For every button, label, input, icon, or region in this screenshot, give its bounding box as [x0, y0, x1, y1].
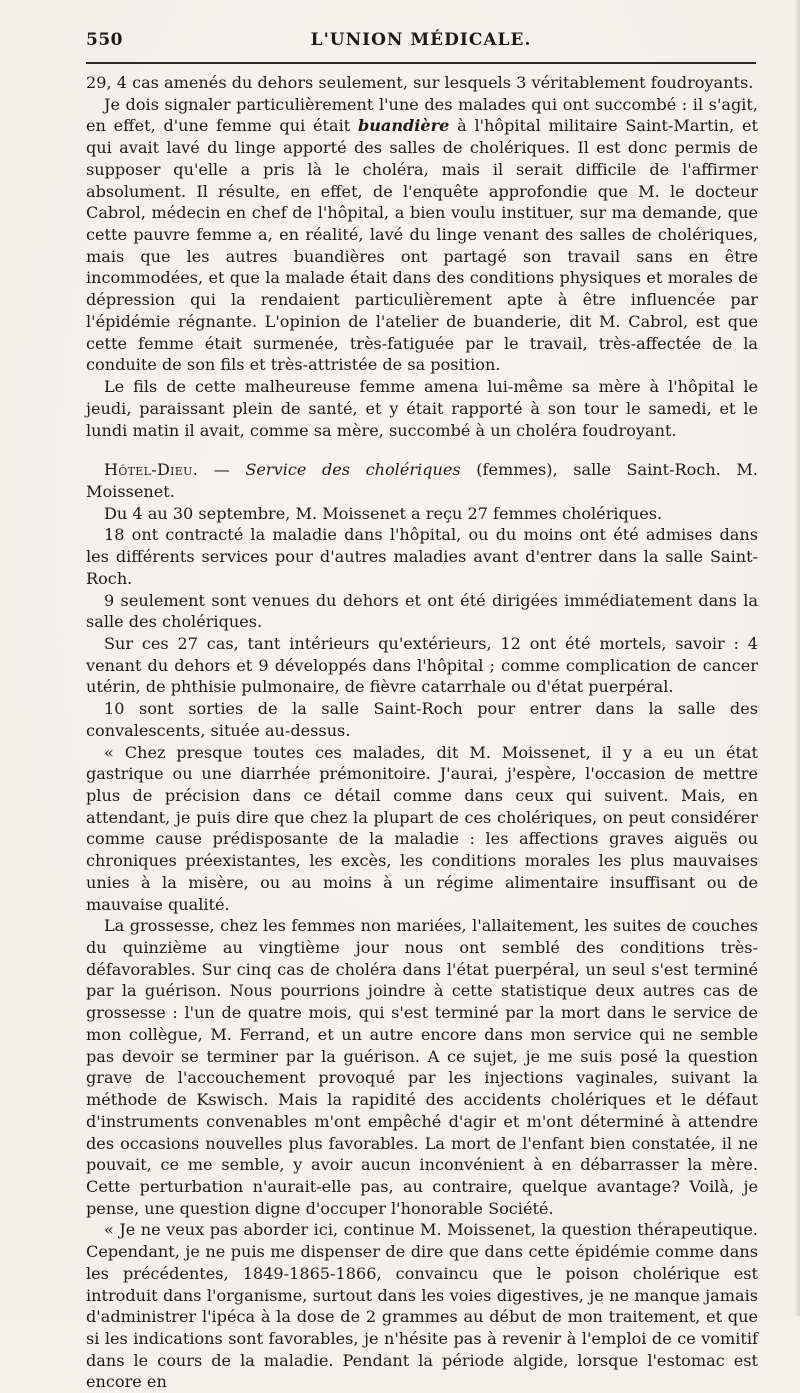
paragraph-text: Le fils de cette malheureuse femme amena lui-même sa mère à l'hôpital le jeudi, paraissant plein de santé, et y était rapporté à son tour le samedi, et le lundi matin il avait, comme sa mère, succombé à un choléra foudroyant.	[86, 377, 758, 440]
page-edge-shadow	[794, 0, 800, 1316]
paragraph-hospital-acquired	[86, 524, 758, 589]
journal-title: L'UNION MÉDICALE.	[310, 30, 532, 50]
heading-dash: —	[198, 460, 246, 480]
paragraph-text: La grossesse, chez les femmes non mariées, l'allaitement, les suites de couches du quinzième au vingtième jour nous ont semblé des conditions très-défavorables. Sur cinq cas de choléra dans l'état puerpéral, un seul s'est terminé par la guérison. Nous pourrions joindre à cette statistique deux autres cas de grossesse : l'un de quatre mois, qui s'est terminé par la mort dans le service de mon collègue, M. Ferrand, et un autre encore dans mon service qui ne semble pas devoir se terminer par la guérison. A ce sujet, je me suis posé la question grave de l'accouchement provoqué par les injections vaginales, suivant la méthode de Kswisch. Mais la rapidité des accidents cholériques et le défaut d'instruments convenables m'ont empêché d'agir et m'ont déterminé à attendre des occasions nouvelles plus favorables. La mort de l'enfant bien constatée, il ne pouvait, ce me semble, y avoir aucun inconvénient à en débarrasser la mère. Cette perturbation n'aurait-elle pas, au contraire, quelque avantage? Voilà, je pense, une question digne d'occuper l'honorable Société.	[86, 916, 758, 1218]
paragraph-text: Sur ces 27 cas, tant intérieurs qu'extérieurs, 12 ont été mortels, savoir : 4 venant du dehors et 9 développés dans l'hôpital ; comme complication de cancer utérin, de phthisie pulmonaire, de fièvre catarrhale ou d'état puerpéral.	[86, 633, 758, 697]
paragraph-mortality	[86, 633, 758, 698]
page-number: 550	[86, 30, 123, 50]
paragraph-pregnancy	[86, 915, 758, 1219]
paragraph-text: « Chez presque toutes ces malades, dit M. Moissenet, il y a eu un état gastrique ou une diarrhée prémonitoire. J'aurai, j'espère, l'occasion de mettre plus de précision dans ce détail comme dans ceux qui suivent. Mais, en attendant, je puis dire que chez la plupart de ces cholériques, on peut considérer comme cause prédisposante de la maladie : les affections graves aiguës ou chroniques préexistantes, les excès, les conditions morales les plus mauvaises unies à la misère, ou au moins à un régime alimentaire insuffisant ou de mauvaise qualité.	[86, 742, 758, 914]
article-body	[86, 72, 758, 1393]
section-service-title: Service des cholériques	[245, 460, 461, 480]
paragraph-text: Je dois signaler particulièrement l'une des malades qui ont succombé : il s'agit, en effet, d'une femme qui était	[86, 94, 758, 136]
paragraph-laundress-case	[86, 94, 758, 376]
section-heading-hotel-dieu	[86, 459, 758, 502]
section-heading-rest: (femmes), salle Saint-Roch. M. Moissenet.	[86, 460, 758, 501]
paragraph-predisposing-causes	[86, 742, 758, 916]
paragraph-external-cases	[86, 590, 758, 633]
running-head	[86, 30, 756, 60]
paragraph-text: 18 ont contracté la maladie dans l'hôpital, ou du moins ont été admises dans les différents services pour d'autres maladies avant d'entrer dans la salle Saint-Roch.	[86, 525, 758, 588]
paragraph-admissions	[86, 503, 758, 525]
paragraph-convalescents	[86, 698, 758, 741]
section-label: Hôtel-Dieu.	[104, 460, 199, 480]
paragraph-text: à l'hôpital militaire Saint-Martin, et qui avait lavé du linge apporté des salles de cholériques. Il est donc permis de supposer qu'elle a pris là le choléra, mais il serait difficile de l'affirmer absolument. Il résulte, en effet, de l'enquête approfondie que M. le docteur Cabrol, médecin en chef de l'hôpital, a bien voulu instituer, sur ma demande, que cette pauvre femme a, en réalité, lavé du linge venant des salles de cholériques, mais que les autres buandières ont partagé son travail sans en être incommodées, et que la malade était dans des conditions physiques et morales de dépression qui la rendaient particulièrement apte à être influencée par l'épidémie régnante. L'opinion de l'atelier de buanderie, dit M. Cabrol, est que cette femme était surmenée, très-fatiguée par le travail, très-affectée de la conduite de son fils et très-attristée de sa position.	[86, 116, 758, 375]
paragraph-text: 9 seulement sont venues du dehors et ont été dirigées immédiatement dans la salle des cholériques.	[86, 590, 758, 632]
paragraph-statistics-continued	[86, 72, 758, 94]
paragraph-text: 29, 4 cas amenés du dehors seulement, sur lesquels 3 véritablement foudroyants.	[86, 73, 754, 92]
paragraph-text: « Je ne veux pas aborder ici, continue M. Moissenet, la question thérapeutique. Cependant, je ne puis me dispenser de dire que dans cette épidémie comme dans les précédentes, 1849-1865-1866, convaincu que le poison cholérique est introduit dans l'organisme, surtout dans les voies digestives, je ne manque jamais d'administrer l'ipéca à la dose de 2 grammes au début de mon traitement, et que si les indications sont favorables, je n'hésite pas à revenir à l'emploi de ce vomitif dans le cours de la maladie. Pendant la période algide, lorsque l'estomac est encore en	[86, 1220, 758, 1392]
paragraph-son-case	[86, 376, 758, 441]
paragraph-therapeutics	[86, 1219, 758, 1393]
emphasis-buandiere: buandière	[357, 116, 450, 136]
paragraph-text: 10 sont sorties de la salle Saint-Roch pour entrer dans la salle des convalescents, située au-dessus.	[86, 699, 758, 740]
header-rule	[86, 62, 756, 64]
paragraph-text: Du 4 au 30 septembre, M. Moissenet a reçu 27 femmes cholériques.	[104, 503, 663, 523]
